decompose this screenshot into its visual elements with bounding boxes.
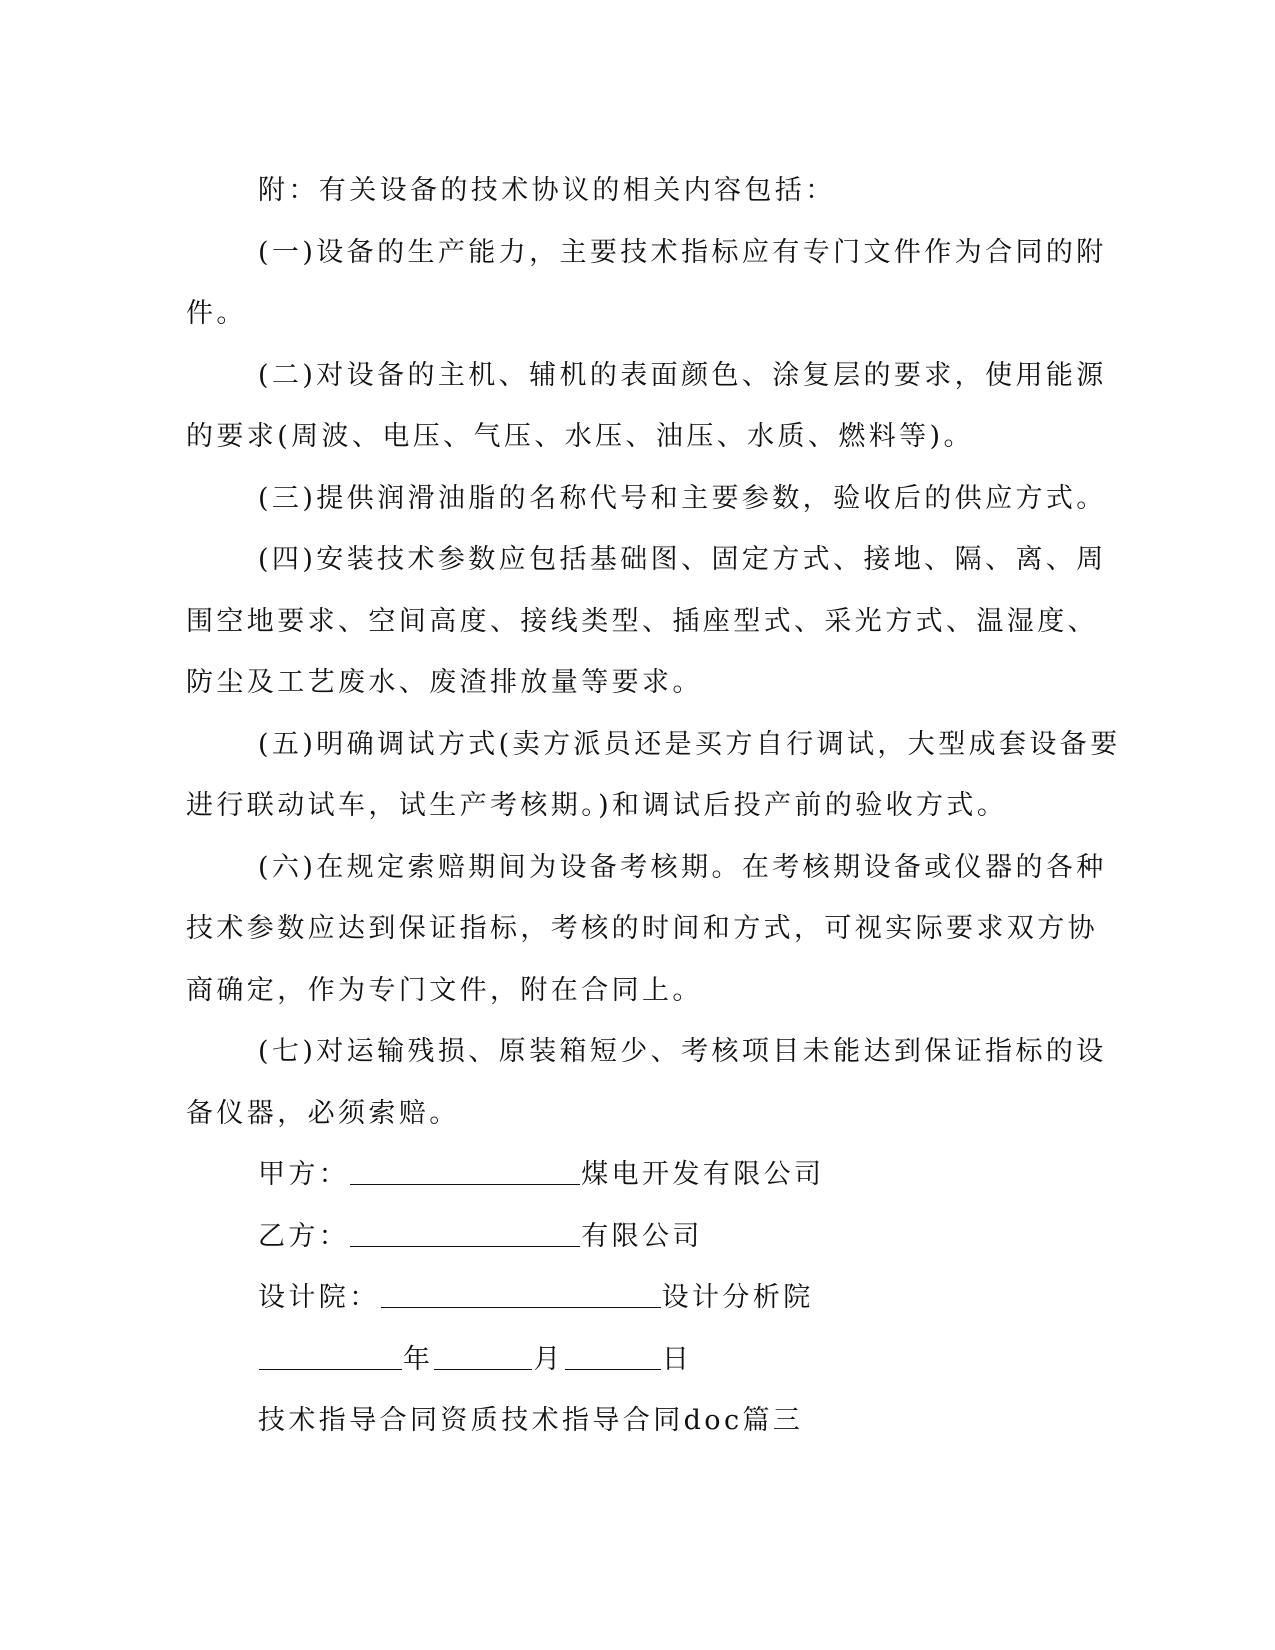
institute-blank [381,1283,661,1308]
day-blank [565,1345,661,1370]
institute-label: 设计院： [258,1282,380,1313]
day-label: 日 [661,1343,693,1375]
item-4-line-2: 围空地要求、空间高度、接线类型、插座型式、采光方式、温湿度、 [186,605,1098,637]
year-blank [259,1345,402,1370]
party-a-name: 煤电开发有限公司 [581,1159,825,1190]
party-b-blank [350,1222,580,1247]
attachment-heading: 附：有关设备的技术协议的相关内容包括： [258,175,836,206]
item-3-line-1: (三)提供润滑油脂的名称代号和主要参数，验收后的供应方式。 [258,482,1107,514]
party-a-blank [350,1160,580,1185]
item-2-line-2: 的要求(周波、电压、气压、水压、油压、水质、燃料等)。 [186,421,974,452]
item-4-line-3: 防尘及工艺废水、废渣排放量等要求。 [186,667,703,698]
party-a-label: 甲方： [258,1159,350,1190]
item-1-line-1: (一)设备的生产能力，主要技术指标应有专门文件作为合同的附 [258,236,1107,268]
item-6-line-1: (六)在规定索赔期间为设备考核期。在考核期设备或仪器的各种 [258,851,1107,883]
item-5-line-1: (五)明确调试方式(卖方派员还是买方自行调试，大型成套设备要 [258,728,1121,760]
party-b-line [186,1206,1066,1268]
item-6-line-2: 技术参数应达到保证指标，考核的时间和方式，可视实际要求双方协 [186,913,1098,944]
month-blank [434,1345,532,1370]
date-line [186,1329,1066,1391]
item-5-line-2: 进行联动试车，试生产考核期。)和调试后投产前的验收方式。 [186,790,1008,821]
item-6-line-3: 商确定，作为专门文件，附在合同上。 [186,974,703,1006]
party-b-label: 乙方： [258,1220,350,1252]
month-label: 月 [533,1343,564,1375]
item-4-line-1: (四)安装技术参数应包括基础图、固定方式、接地、隔、离、周 [258,544,1107,575]
party-b-name: 有限公司 [581,1220,703,1252]
document-body [186,160,1121,1452]
party-a-line [186,1144,1066,1206]
item-7-line-1: (七)对运输残损、原装箱短少、考核项目未能达到保证指标的设 [258,1036,1107,1067]
institute-name: 设计分析院 [661,1282,814,1313]
next-section-title: 技术指导合同资质技术指导合同doc篇三 [258,1405,804,1436]
institute-line [186,1267,1066,1329]
item-7-line-2: 备仪器，必须索赔。 [186,1097,460,1129]
year-label: 年 [403,1343,434,1375]
item-1-line-2: 件。 [186,298,247,329]
item-2-line-1: (二)对设备的主机、辅机的表面颜色、涂复层的要求，使用能源 [258,359,1107,391]
